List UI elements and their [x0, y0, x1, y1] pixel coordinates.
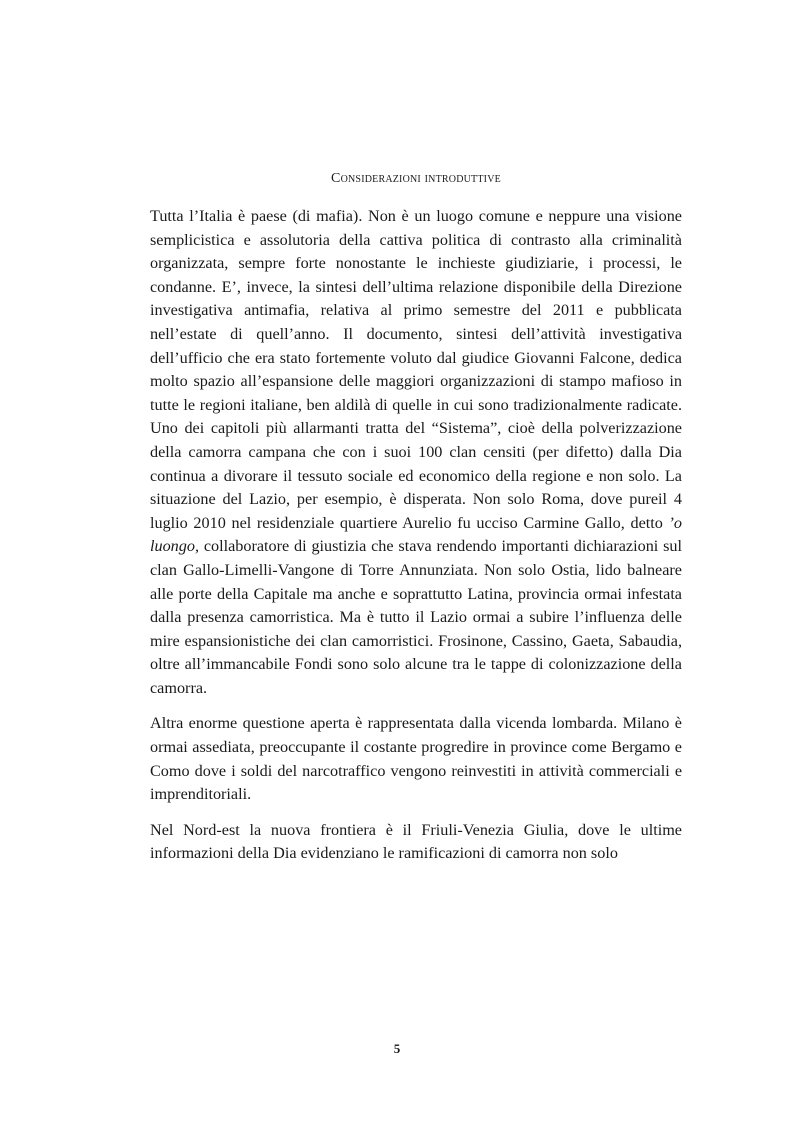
- paragraph-1-text-end: , collaboratore di giustizia che stava rendendo importanti dichiarazioni sul clan Gallo-Limelli-Vangone di Torre Annunziata. Non solo Ostia, lido balneare alle porte della Capitale ma anche e soprattutto Latina, provincia ormai infestata dalla presenza camorristica. Ma è tutto il Lazio ormai a subire l’influenza delle mire espansionistiche dei clan camorristici. Frosinone, Cassino, Gaeta, Sabaudia, oltre all’immancabile Fondi sono solo alcune tra le tappe di colonizzazione della camorra.: [150, 537, 682, 697]
- paragraph-3: Nel Nord-est la nuova frontiera è il Friuli-Venezia Giulia, dove le ultime informazioni della Dia evidenziano le ramificazioni di camorra non solo: [150, 820, 682, 863]
- nickname-italic: ’o luongo: [150, 513, 682, 556]
- page-number: 5: [393, 1041, 401, 1056]
- paragraph-1: [150, 205, 682, 700]
- paragraph-2: Altra enorme questione aperta è rappresentata dalla vicenda lombarda. Milano è ormai assediata, preoccupante il costante progredire in province come Bergamo e Como dove i soldi del narcotraffico vengono reinvestiti in attività commerciali e imprenditoriali.: [150, 714, 682, 804]
- section-heading: Considerazioni introduttive: [331, 171, 501, 186]
- paragraph-1-text-start: Tutta l’Italia è paese (di mafia). Non è un luogo comune e neppure una visione semplicistica e assolutoria della cattiva politica di contrasto alla criminalità organizzata, sempre forte nonostante le inchieste giudiziarie, i processi, le condanne. E’, invece, la sintesi dell’ultima relazione disponibile della Direzione investigativa antimafia, relativa al primo semestre del 2011 e pubblicata nell’estate di quell’anno. Il documento, sintesi dell’attività investigativa dell’ufficio che era stato fortemente voluto dal giudice Giovanni Falcone, dedica molto spazio all’espansione delle maggiori organizzazioni di stampo mafioso in tutte le regioni italiane, ben aldilà di quelle in cui sono tradizionalmente radicate. Uno dei capitoli più allarmanti tratta del “Sistema”, cioè della polverizzazione della camorra campana che con i suoi 100 clan censiti (per difetto) dalla Dia continua a divorare il tessuto sociale ed economico della regione e non solo. La situazione del Lazio, per esempio, è disperata. Non solo Roma, dove pureil 4 luglio 2010 nel residenziale quartiere Aurelio fu ucciso Carmine Gallo, detto: [150, 207, 682, 532]
- body-text: [150, 205, 682, 878]
